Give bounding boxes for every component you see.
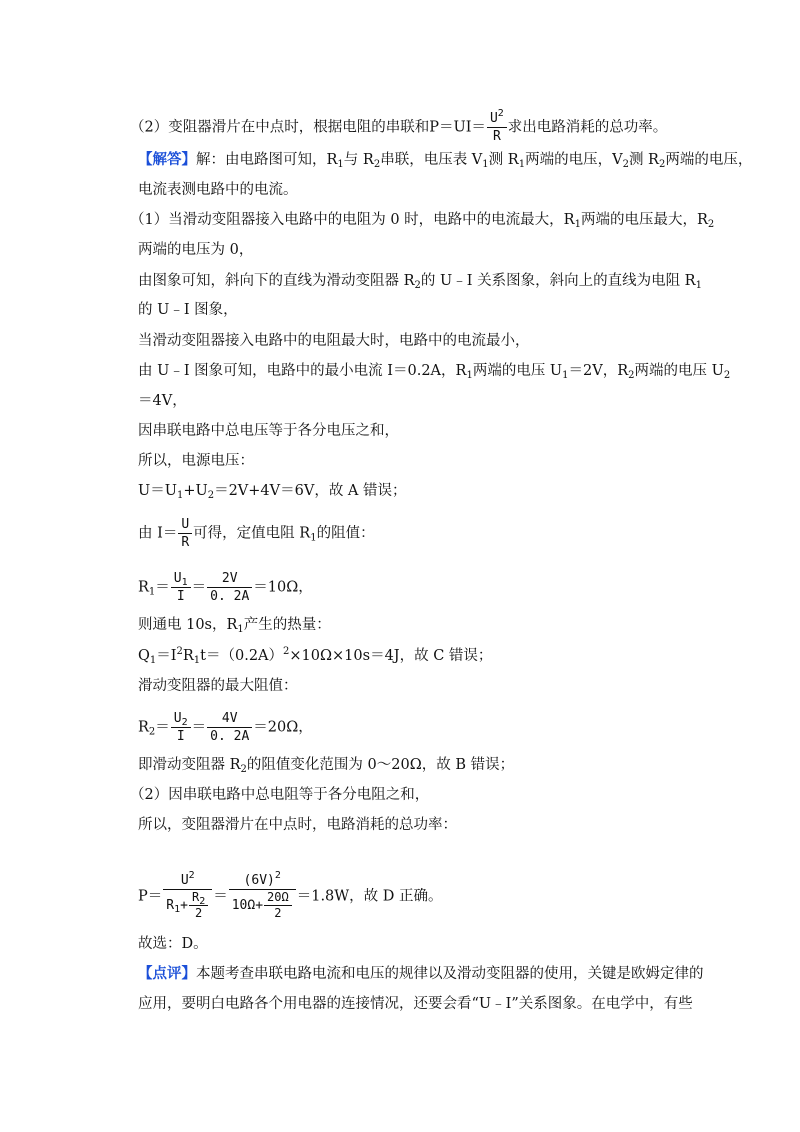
fraction-r2-over-2: $\frac{R_2}{2}$	[189, 890, 208, 921]
fraction-power-numeric: $(6V)^2$ 10Ω+ $\frac{20\Omega}{2}$	[229, 872, 296, 921]
line-11: 因串联电路中总电压等于各分电压之和，	[138, 423, 399, 439]
line-17: $Q_1=I^2R_1t=(0.2A)^2\times 10\Omega\times 10s=4J$，故 C 错误；	[138, 646, 493, 666]
line-5: 两端的电压为 0，	[138, 242, 254, 258]
line-2: 【解答】解：由电路图可知，$R_1$与 $R_2$串联，电压表 $V_1$测 $R_1$两端的电压，$V_2$测 $R_2$两端的电压，	[138, 151, 753, 170]
line-26: 应用，要明白电路各个用电器的连接情况，还要会看“U﹣I”关系图象。在电学中，有些	[138, 996, 693, 1012]
line-4: （1）当滑动变阻器接入电路中的电阻为 0 时，电路中的电流最大，$R_1$两端的电压最大，$R_2$	[130, 212, 715, 230]
fraction-u1-over-i: $\frac{U_1}{I}$	[171, 570, 191, 605]
fraction-power-symbolic: $U^2$ $R_1+$ $\frac{R_2}{2}$	[163, 872, 212, 921]
line-13: $U=U_1+U_2=2V+4V=6V$，故 A 错误；	[138, 483, 407, 501]
line-8: 当滑动变阻器接入电路中的电阻最大时，电路中的电流最小，	[138, 333, 530, 349]
line-16: 则通电 10s，$R_1$产生的热量：	[138, 617, 331, 635]
answer-tag: 【解答】	[138, 151, 196, 168]
comment-tag: 【点评】	[138, 965, 196, 982]
line-10: ＝4V，	[138, 393, 187, 409]
line-23: P＝ $U^2$ $R_1+$ $\frac{R_2}{2}$ ＝ $(6V)^2$ 10Ω+ $\frac{20\Omega}{2}$ ＝1.8W，故 D 正确。	[138, 870, 443, 920]
line-25: 【点评】本题考查串联电路电流和电压的规律以及滑动变阻器的使用，关键是欧姆定律的	[138, 965, 704, 982]
line-15: $R_1=$ $\frac{U_1}{I}$ ＝ $\frac{2V}{0. 2A}$ ＝10Ω，	[138, 571, 313, 604]
line-14: 由 I＝ $\frac{U}{R}$ 可得，定值电阻 $R_1$的阻值：	[138, 517, 375, 550]
line-20: 即滑动变阻器 $R_2$的阻值变化范围为 0～20Ω，故 B 错误；	[138, 757, 515, 775]
line-6: 由图象可知，斜向下的直线为滑动变阻器 $R_2$的 U﹣I 关系图象，斜向上的直线为电阻 $R_1$	[138, 273, 702, 291]
line-21: （2）因串联电路中总电阻等于各分电阻之和，	[130, 787, 430, 803]
line-9: 由 U﹣I 图象可知，电路中的最小电流 I＝0.2A，$R_1$两端的电压 $U_1=2V$，$R_2$两端的电压 $U_2$	[138, 363, 731, 381]
fraction-u2-over-i: $\frac{U_2}{I}$	[171, 710, 191, 745]
line-19: $R_2=$ $\frac{U_2}{I}$ ＝ $\frac{4V}{0. 2A}$ ＝20Ω，	[138, 711, 313, 744]
fraction-u-over-r: $\frac{U}{R}$	[178, 516, 192, 551]
line-18: 滑动变阻器的最大阻值：	[138, 678, 298, 694]
fraction-20ohm-over-2: $\frac{20\Omega}{2}$	[264, 890, 292, 921]
line-7: 的 U﹣I 图象，	[138, 302, 238, 318]
line-3: 电流表测电路中的电流。	[138, 182, 298, 198]
line-22: 所以，变阻器滑片在中点时，电路消耗的总功率：	[138, 817, 457, 833]
fraction-2v-over-0.2a: $\frac{2V}{0. 2A}$	[207, 570, 252, 605]
fraction-4v-over-0.2a: $\frac{4V}{0. 2A}$	[207, 710, 252, 745]
line-12: 所以，电源电压：	[138, 453, 254, 469]
line-1: （2）变阻器滑片在中点时，根据电阻的串联和P＝UI＝ $\frac{U^2}{R}$ 求出电路消耗的总功率。	[130, 108, 668, 144]
fraction-u2-over-r: $\frac{U^2}{R}$	[487, 110, 507, 145]
line-24: 故选：D。	[138, 936, 208, 952]
